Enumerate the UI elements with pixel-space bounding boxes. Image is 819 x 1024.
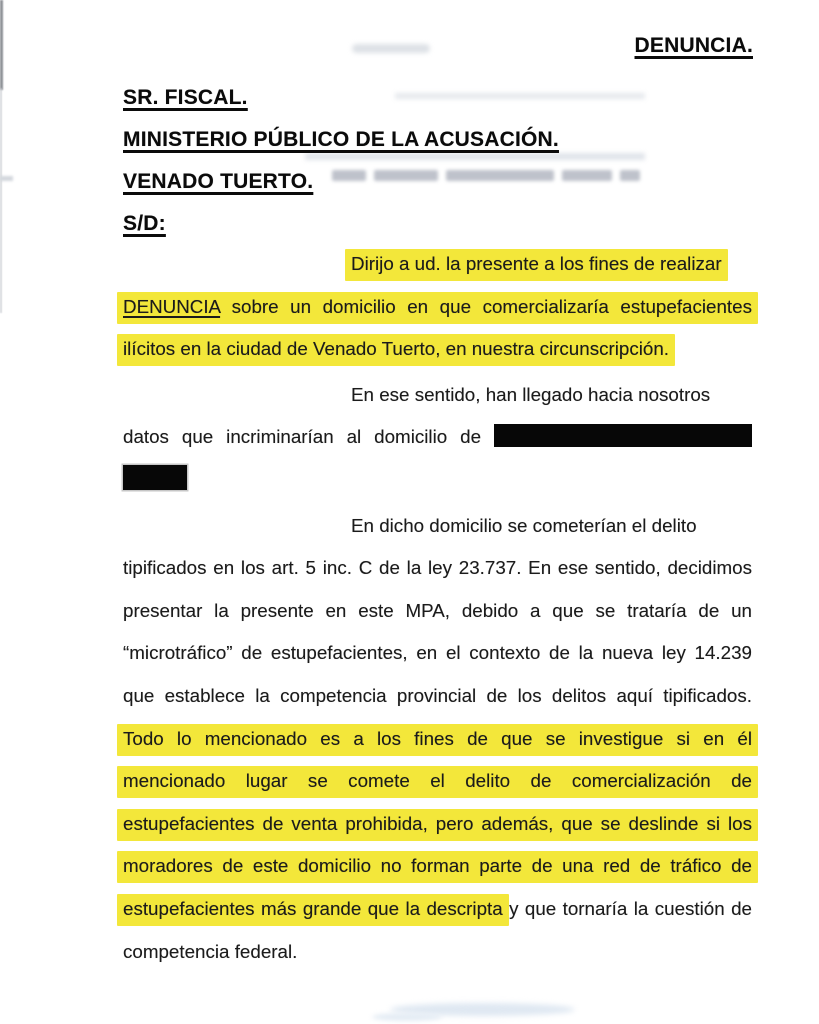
body-line bbox=[123, 547, 752, 590]
highlight-run bbox=[117, 809, 758, 841]
text-run bbox=[123, 600, 752, 621]
body-line bbox=[123, 243, 752, 286]
body-line bbox=[123, 845, 752, 888]
text-segment: Dirijo a ud. la presente a los fines de realizar bbox=[351, 253, 722, 274]
scan-edge-artifact bbox=[0, 0, 3, 90]
body-line bbox=[123, 328, 752, 371]
text-segment: ilícitos en la ciudad de Venado Tuerto, en nuestra circunscripción. bbox=[123, 338, 670, 360]
highlight-run bbox=[117, 724, 758, 756]
text-run bbox=[351, 515, 697, 536]
body-line bbox=[123, 632, 752, 675]
recipient-block bbox=[123, 77, 559, 245]
highlight-run bbox=[117, 851, 758, 883]
document-title: DENUNCIA. bbox=[634, 34, 753, 57]
highlight-run bbox=[117, 292, 758, 324]
recipient-line-fiscal: SR. FISCAL. bbox=[123, 86, 248, 109]
text-segment: presentar la presente en este MPA, debido a que se trataría de un bbox=[123, 599, 752, 621]
bleedthrough-smudge bbox=[372, 1013, 442, 1021]
text-run bbox=[503, 898, 752, 919]
text-segment: y que tornaría la cuestión de bbox=[502, 897, 752, 919]
body-line bbox=[123, 416, 752, 459]
body-line bbox=[123, 718, 752, 761]
bleedthrough-smudge bbox=[352, 44, 430, 53]
text-run bbox=[351, 384, 710, 405]
text-segment: En dicho domicilio se cometerían el delito bbox=[351, 514, 697, 536]
text-segment: mencionado lugar se comete el delito de comercialización de bbox=[123, 770, 752, 792]
text-run bbox=[123, 426, 752, 447]
body-line bbox=[123, 931, 752, 974]
text-segment: En ese sentido, han llegado hacia nosotros bbox=[351, 383, 711, 405]
text-segment: moradores de este domicilio no forman parte de una red de tráfico de bbox=[123, 855, 752, 877]
highlight-run bbox=[117, 766, 758, 798]
highlight-run bbox=[345, 249, 728, 281]
text-run bbox=[123, 685, 752, 706]
body-line bbox=[123, 374, 752, 417]
text-segment: datos que incriminarían al domicilio de bbox=[123, 426, 494, 448]
body-line bbox=[123, 803, 752, 846]
body-line bbox=[123, 459, 752, 502]
scan-edge-artifact bbox=[0, 176, 13, 181]
text-segment: estupefacientes más grande que la descripta bbox=[123, 897, 503, 919]
highlight-run bbox=[117, 334, 675, 366]
text-segment: estupefacientes de venta prohibida, pero además, que se deslinde si los bbox=[123, 812, 752, 834]
recipient-line-ministerio: MINISTERIO PÚBLICO DE LA ACUSACIÓN. bbox=[123, 128, 559, 151]
body-line bbox=[123, 590, 752, 633]
text-segment: Todo lo mencionado es a los fines de que se investigue si en él bbox=[123, 727, 752, 749]
body-line bbox=[123, 505, 752, 548]
body-line bbox=[123, 888, 752, 931]
redaction-box bbox=[123, 465, 187, 490]
text-run bbox=[123, 557, 752, 578]
text-segment: que establece la competencia provincial de los delitos aquí tipificados. bbox=[123, 684, 752, 706]
text-segment: sobre un domicilio en que comercializaría estupefacientes bbox=[220, 295, 752, 317]
text-run bbox=[123, 642, 752, 663]
text-segment: competencia federal. bbox=[123, 940, 298, 962]
recipient-line-ciudad: VENADO TUERTO. bbox=[123, 170, 314, 193]
text-segment: “microtráfico” de estupefacientes, en el contexto de la nueva ley 14.239 bbox=[123, 642, 752, 664]
body-line bbox=[123, 286, 752, 329]
underlined-word: DENUNCIA bbox=[123, 295, 221, 317]
text-run bbox=[123, 469, 187, 490]
body-line bbox=[123, 760, 752, 803]
body-line bbox=[123, 675, 752, 718]
highlight-run bbox=[117, 894, 509, 926]
redaction-box bbox=[494, 424, 752, 447]
scan-edge-artifact bbox=[0, 88, 2, 313]
recipient-line-sd: S/D: bbox=[123, 212, 166, 235]
bleedthrough-smudge bbox=[390, 1003, 575, 1016]
text-run bbox=[123, 941, 297, 962]
document-body bbox=[123, 243, 752, 973]
text-segment: tipificados en los art. 5 inc. C de la ley 23.737. En ese sentido, decidimos bbox=[123, 557, 752, 579]
